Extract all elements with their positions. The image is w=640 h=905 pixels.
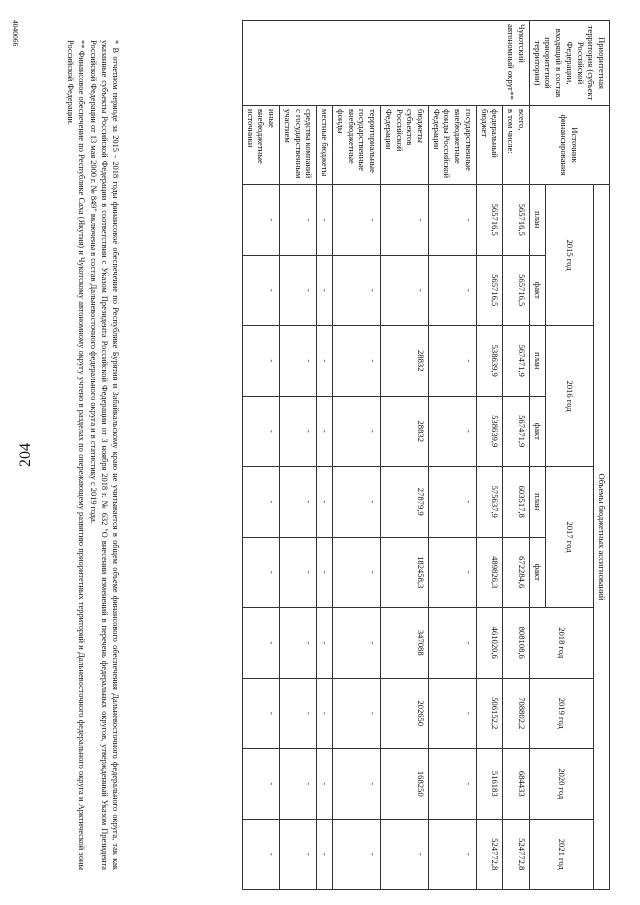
value-cell: - bbox=[317, 678, 333, 749]
value-cell: - bbox=[317, 185, 333, 256]
value-cell: - bbox=[428, 185, 476, 256]
table-row bbox=[476, 21, 502, 890]
financing-table-container bbox=[120, 20, 610, 890]
value-cell: - bbox=[317, 819, 333, 890]
value-cell: 168250 bbox=[381, 749, 429, 820]
value-cell: - bbox=[242, 326, 279, 397]
value-cell: - bbox=[333, 467, 381, 538]
value-cell: - bbox=[428, 467, 476, 538]
value-cell: 489826,3 bbox=[476, 537, 502, 608]
value-cell: - bbox=[381, 185, 429, 256]
table-body bbox=[242, 21, 529, 890]
value-cell: 347088 bbox=[381, 608, 429, 679]
value-cell: 182458,3 bbox=[381, 537, 429, 608]
value-cell: - bbox=[242, 185, 279, 256]
header-row-1 bbox=[594, 21, 610, 890]
value-cell: 524772,8 bbox=[476, 819, 502, 890]
header-year-2019: 2019 год bbox=[529, 678, 593, 749]
value-cell: - bbox=[333, 749, 381, 820]
value-cell: 708802,2 bbox=[503, 678, 529, 749]
financing-table bbox=[242, 20, 610, 890]
table-row bbox=[428, 21, 476, 890]
value-cell: - bbox=[242, 537, 279, 608]
value-cell: - bbox=[317, 537, 333, 608]
value-cell: - bbox=[428, 819, 476, 890]
value-cell: - bbox=[280, 608, 317, 679]
header-year-2020: 2020 год bbox=[529, 749, 593, 820]
header-source: Источник финансирования bbox=[529, 106, 609, 185]
value-cell: - bbox=[317, 326, 333, 397]
value-cell: - bbox=[280, 678, 317, 749]
value-cell: 808108,6 bbox=[503, 608, 529, 679]
value-cell: - bbox=[333, 537, 381, 608]
header-territory: Приоритетная территория (субъект Российской Федерации, входящий в состав приоритетной территории) bbox=[529, 21, 609, 106]
value-cell: - bbox=[242, 608, 279, 679]
value-cell: - bbox=[317, 396, 333, 467]
value-cell: - bbox=[280, 185, 317, 256]
value-cell: 684433 bbox=[503, 749, 529, 820]
header-year-2016: 2016 год bbox=[545, 326, 594, 467]
value-cell: 565716,5 bbox=[476, 185, 502, 256]
table-row bbox=[317, 21, 333, 890]
header-fact: факт bbox=[529, 537, 545, 608]
value-cell: - bbox=[242, 678, 279, 749]
value-cell: - bbox=[242, 749, 279, 820]
value-cell: 565716,5 bbox=[503, 255, 529, 326]
value-cell: 575637,9 bbox=[476, 467, 502, 538]
value-cell: 28832 bbox=[381, 326, 429, 397]
table-row bbox=[503, 21, 529, 890]
value-cell: 672284,6 bbox=[503, 537, 529, 608]
value-cell: 603517,8 bbox=[503, 467, 529, 538]
value-cell: - bbox=[280, 467, 317, 538]
value-cell: - bbox=[428, 255, 476, 326]
source-cell: всего, в том числе: bbox=[503, 106, 529, 185]
source-cell: местные бюджеты bbox=[317, 106, 333, 185]
value-cell: - bbox=[428, 326, 476, 397]
value-cell: 567471,9 bbox=[503, 326, 529, 397]
header-fact: факт bbox=[529, 255, 545, 326]
table-row bbox=[280, 21, 317, 890]
value-cell: - bbox=[428, 749, 476, 820]
source-cell: федеральный бюджет bbox=[476, 106, 502, 185]
value-cell: 461020,6 bbox=[476, 608, 502, 679]
table-row bbox=[242, 21, 279, 890]
value-cell: 28832 bbox=[381, 396, 429, 467]
source-cell: бюджеты субъектов Российской Федерации bbox=[381, 106, 429, 185]
value-cell: - bbox=[333, 396, 381, 467]
value-cell: 516183 bbox=[476, 749, 502, 820]
value-cell: 538639,9 bbox=[476, 326, 502, 397]
territory-cell: Чукотский автономный округ** bbox=[242, 21, 529, 106]
value-cell: - bbox=[280, 326, 317, 397]
value-cell: 524772,8 bbox=[503, 819, 529, 890]
value-cell: - bbox=[280, 819, 317, 890]
value-cell: - bbox=[280, 537, 317, 608]
source-cell: средства компаний с государственным участием bbox=[280, 106, 317, 185]
value-cell: - bbox=[317, 608, 333, 679]
table-row bbox=[333, 21, 381, 890]
header-volumes: Объемы бюджетных ассигнований bbox=[594, 185, 610, 890]
source-cell: территориальные государственные внебюджетные фонды bbox=[333, 106, 381, 185]
value-cell: - bbox=[317, 255, 333, 326]
value-cell: - bbox=[381, 255, 429, 326]
value-cell: - bbox=[280, 396, 317, 467]
value-cell: - bbox=[428, 537, 476, 608]
source-cell: государственные внебюджетные фонды Российской Федерации bbox=[428, 106, 476, 185]
value-cell: - bbox=[280, 749, 317, 820]
header-year-2015: 2015 год bbox=[545, 185, 594, 326]
value-cell: 202650 bbox=[381, 678, 429, 749]
source-cell: иные внебюджетные источники bbox=[242, 106, 279, 185]
value-cell: 538639,9 bbox=[476, 396, 502, 467]
value-cell: - bbox=[280, 255, 317, 326]
value-cell: 27879,9 bbox=[381, 467, 429, 538]
value-cell: - bbox=[242, 467, 279, 538]
value-cell: - bbox=[428, 608, 476, 679]
value-cell: - bbox=[381, 819, 429, 890]
header-year-2018: 2018 год bbox=[529, 608, 593, 679]
value-cell: - bbox=[333, 255, 381, 326]
value-cell: 565716,5 bbox=[476, 255, 502, 326]
value-cell: - bbox=[317, 749, 333, 820]
value-cell: - bbox=[428, 678, 476, 749]
page-number: 204 bbox=[17, 443, 34, 467]
value-cell: - bbox=[317, 467, 333, 538]
header-fact: факт bbox=[529, 396, 545, 467]
value-cell: - bbox=[333, 678, 381, 749]
value-cell: - bbox=[428, 396, 476, 467]
value-cell: - bbox=[333, 608, 381, 679]
header-year-2021: 2021 год bbox=[529, 819, 593, 890]
document-code: 4040066 bbox=[11, 20, 20, 47]
header-plan: план bbox=[529, 185, 545, 256]
value-cell: - bbox=[242, 819, 279, 890]
header-year-2017: 2017 год bbox=[545, 467, 594, 608]
header-plan: план bbox=[529, 467, 545, 538]
header-plan: план bbox=[529, 326, 545, 397]
value-cell: 567471,9 bbox=[503, 396, 529, 467]
table-row bbox=[381, 21, 429, 890]
value-cell: - bbox=[242, 396, 279, 467]
value-cell: - bbox=[242, 255, 279, 326]
value-cell: - bbox=[333, 819, 381, 890]
footnotes bbox=[63, 40, 120, 870]
footnote-2: ** Финансовое обеспечение по Республике Саха (Якутия) и Чукотскому автономному округу учтено в разделах по опережающему развитию приоритетных территорий и Дальневосточного федерального округа и Арктической зоны Российской Федерации. bbox=[66, 40, 87, 870]
value-cell: 506152,2 bbox=[476, 678, 502, 749]
value-cell: 565716,5 bbox=[503, 185, 529, 256]
value-cell: - bbox=[333, 326, 381, 397]
footnote-1: * В отчетном периоде за 2015 - 2018 годы финансовое обеспечение по Республике Бурятия и Забайкальскому краю не учитывается в общем объеме финансового обеспечения Дальневосточного федерального округа, так как указанные субъекты Российской Федерации в соответствии с Указом Президента Российской Федерации от 3 ноября 2018 г. № 632 "О внесении изменений в перечень федеральных округов, утвержденный Указом Президента Российской Федерации от 13 мая 2000 г. № 849" включены в состав Дальневосточного федерального округа и в статистику с 2019 года. bbox=[89, 40, 120, 870]
value-cell: - bbox=[333, 185, 381, 256]
